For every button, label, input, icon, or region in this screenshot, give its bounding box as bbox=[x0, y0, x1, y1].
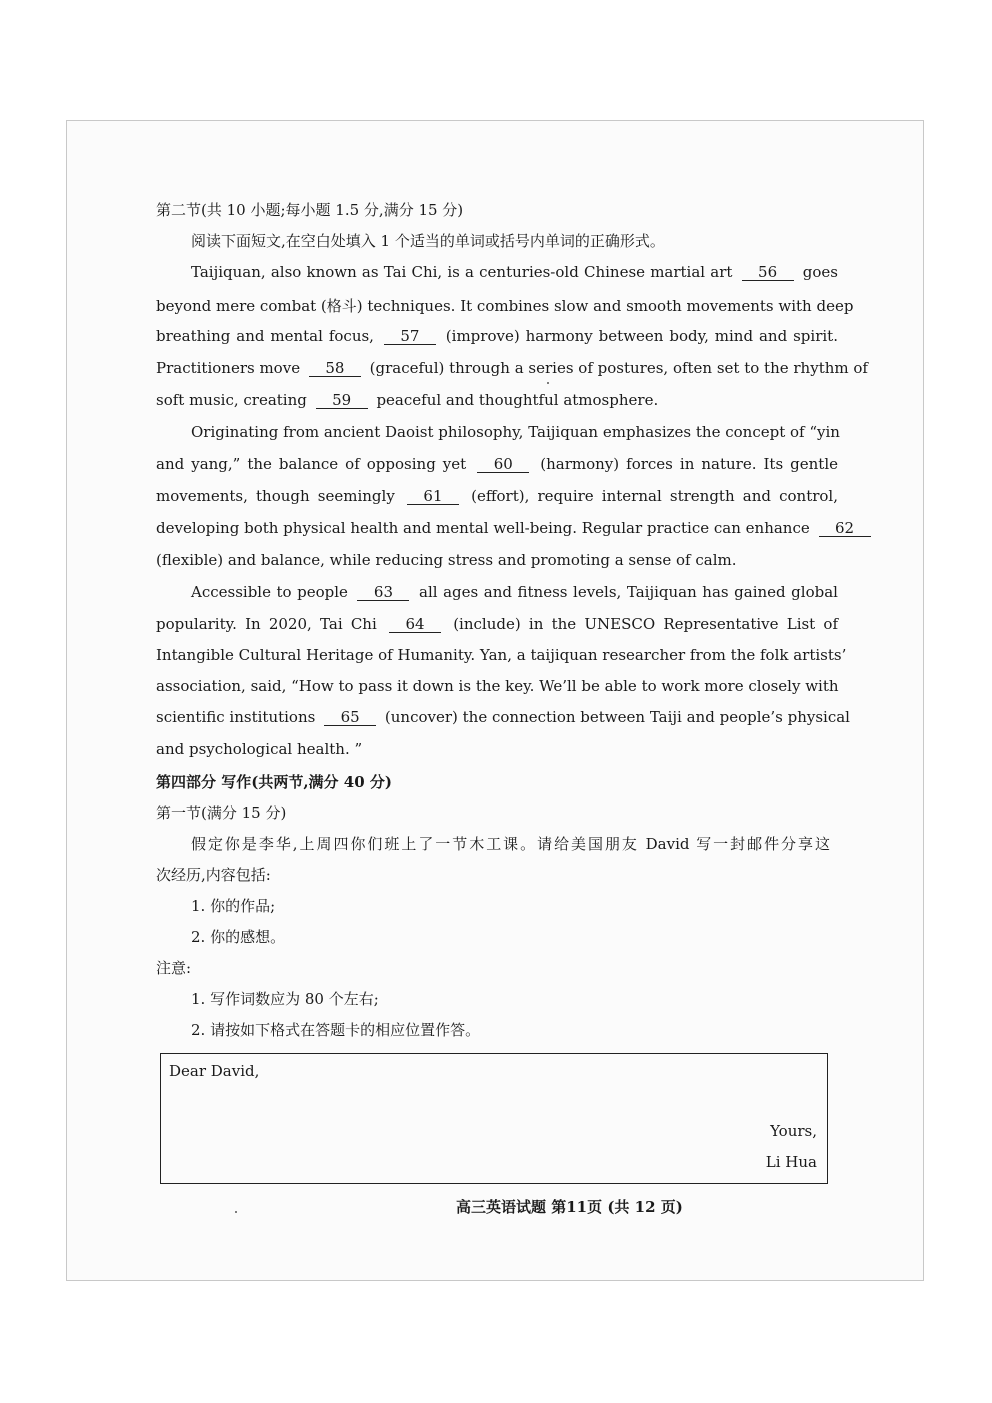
blank-56[interactable]: 56 bbox=[742, 265, 794, 281]
note-item: 2. 请按如下格式在答题卡的相应位置作答。 bbox=[191, 1021, 481, 1039]
passage-line: scientific institutions 65 (uncover) the connection between Taiji and people’s physical bbox=[156, 708, 850, 726]
page-footer: 高三英语试题 第11页 (共 12 页) bbox=[456, 1198, 683, 1216]
part4-heading: 第四部分 写作(共两节,满分 40 分) bbox=[156, 773, 392, 791]
blank-61[interactable]: 61 bbox=[407, 489, 459, 505]
speck bbox=[547, 382, 549, 384]
blank-64[interactable]: 64 bbox=[389, 617, 441, 633]
passage-line: Originating from ancient Daoist philosophy, Taijiquan emphasizes the concept of “yin bbox=[191, 423, 840, 441]
writing-task: 假定你是李华,上周四你们班上了一节木工课。请给美国朋友 David 写一封邮件分享这 bbox=[191, 835, 830, 853]
passage-line: Practitioners move 58 (graceful) through a series of postures, often set to the rhythm of bbox=[156, 359, 868, 377]
task-item: 1. 你的作品; bbox=[191, 897, 276, 915]
passage-line: movements, though seemingly 61 (effort), require internal strength and control, bbox=[156, 487, 838, 505]
passage-line: developing both physical health and mental well-being. Regular practice can enhance 62 bbox=[156, 519, 838, 537]
letter-signature: Li Hua bbox=[765, 1153, 817, 1171]
blank-62[interactable]: 62 bbox=[819, 521, 871, 537]
blank-65[interactable]: 65 bbox=[324, 710, 376, 726]
blank-58[interactable]: 58 bbox=[309, 361, 361, 377]
writing-task: 次经历,内容包括: bbox=[156, 866, 271, 884]
passage-line: Taijiquan, also known as Tai Chi, is a centuries-old Chinese martial art 56 goes bbox=[191, 263, 838, 281]
blank-60[interactable]: 60 bbox=[477, 457, 529, 473]
blank-59[interactable]: 59 bbox=[316, 393, 368, 409]
passage-line: Accessible to people 63 all ages and fitness levels, Taijiquan has gained global bbox=[191, 583, 838, 601]
note-label: 注意: bbox=[156, 959, 192, 977]
letter-greeting: Dear David, bbox=[169, 1062, 260, 1080]
passage-line: and psychological health. ” bbox=[156, 740, 363, 758]
passage-line: Intangible Cultural Heritage of Humanity. Yan, a taijiquan researcher from the folk artists’ bbox=[156, 646, 847, 664]
letter-closing: Yours, bbox=[770, 1122, 817, 1140]
section-heading: 第二节(共 10 小题;每小题 1.5 分,满分 15 分) bbox=[156, 201, 464, 219]
letter-format-box bbox=[160, 1053, 828, 1184]
passage-line: beyond mere combat (格斗) techniques. It combines slow and smooth movements with deep bbox=[156, 297, 854, 315]
task-item: 2. 你的感想。 bbox=[191, 928, 286, 946]
blank-63[interactable]: 63 bbox=[357, 585, 409, 601]
passage-line: soft music, creating 59 peaceful and thoughtful atmosphere. bbox=[156, 391, 659, 409]
passage-line: and yang,” the balance of opposing yet 60 (harmony) forces in nature. Its gentle bbox=[156, 455, 838, 473]
speck bbox=[235, 1211, 237, 1213]
blank-57[interactable]: 57 bbox=[384, 329, 436, 345]
passage-line: breathing and mental focus, 57 (improve) harmony between body, mind and spirit. bbox=[156, 327, 838, 345]
section-instruction: 阅读下面短文,在空白处填入 1 个适当的单词或括号内单词的正确形式。 bbox=[191, 232, 665, 250]
passage-line: popularity. In 2020, Tai Chi 64 (include) in the UNESCO Representative List of bbox=[156, 615, 839, 633]
part4-section1-heading: 第一节(满分 15 分) bbox=[156, 804, 287, 822]
note-item: 1. 写作词数应为 80 个左右; bbox=[191, 990, 379, 1008]
passage-line: association, said, “How to pass it down is the key. We’ll be able to work more closely with bbox=[156, 677, 839, 695]
passage-line: (flexible) and balance, while reducing stress and promoting a sense of calm. bbox=[156, 551, 737, 569]
exam-page bbox=[66, 120, 924, 1281]
